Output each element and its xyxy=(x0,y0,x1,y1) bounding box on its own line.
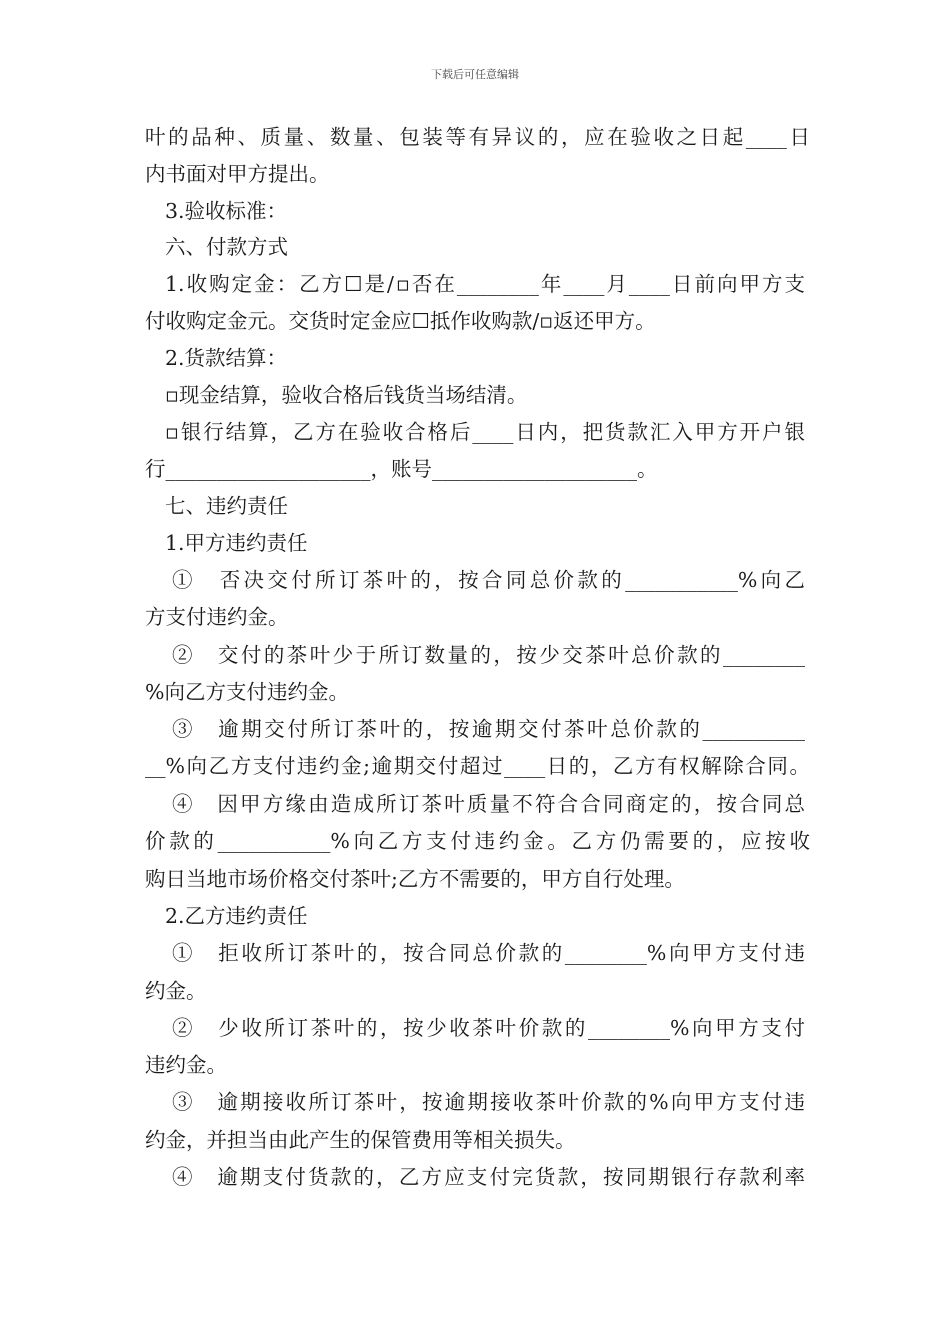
text-line: ▫银行结算，乙方在验收合格后____日内，把货款汇入甲方开户银 xyxy=(165,420,805,444)
text-line: 1.收购定金：乙方☐是/▫否在________年____月____日前向甲方支 xyxy=(165,272,805,296)
text-line: ① 拒收所订茶叶的，按合同总价款的________%向甲方支付违 xyxy=(172,941,805,965)
text-line: ② 交付的茶叶少于所订数量的，按少交茶叶总价款的________ xyxy=(172,643,805,667)
text-line: ① 否决交付所订茶叶的，按合同总价款的___________%向乙 xyxy=(172,568,805,592)
section-heading: 七、违约责任 xyxy=(165,494,288,518)
section-heading: 六、付款方式 xyxy=(165,235,288,259)
text-line: 购日当地市场价格交付茶叶;乙方不需要的，甲方自行处理。 xyxy=(145,867,685,891)
text-line: %向乙方支付违约金。 xyxy=(145,680,349,704)
text-line: 3.验收标准： xyxy=(165,199,288,223)
text-line: 约金。 xyxy=(145,979,207,1003)
text-line: 方支付违约金。 xyxy=(145,605,289,629)
text-line: 付收购定金元。交货时定金应☐抵作收购款/▫返还甲方。 xyxy=(145,309,656,333)
text-line: 约金，并担当由此产生的保管费用等相关损失。 xyxy=(145,1128,576,1152)
text-line: 违约金。 xyxy=(145,1053,227,1077)
subsection-heading: 1.甲方违约责任 xyxy=(165,531,308,555)
text-line: ▫现金结算，验收合格后钱货当场结清。 xyxy=(165,383,528,407)
page-header: 下载后可任意编辑 xyxy=(431,68,519,81)
text-line: ② 少收所订茶叶的，按少收茶叶价款的________%向甲方支付 xyxy=(172,1016,805,1040)
text-line: 2.货款结算： xyxy=(165,346,288,370)
text-line: 价款的___________%向乙方支付违约金。乙方仍需要的，应按收 xyxy=(145,829,810,853)
text-line: ③ 逾期接收所订茶叶，按逾期接收茶叶价款的%向甲方支付违 xyxy=(172,1090,805,1114)
text-line: 叶的品种、质量、数量、包装等有异议的，应在验收之日起____日 xyxy=(145,125,810,149)
text-line: 内书面对甲方提出。 xyxy=(145,162,330,186)
subsection-heading: 2.乙方违约责任 xyxy=(165,904,308,928)
text-line: __%向乙方支付违约金;逾期交付超过____日的，乙方有权解除合同。 xyxy=(145,754,810,778)
text-line: ④ 因甲方缘由造成所订茶叶质量不符合合同商定的，按合同总 xyxy=(172,792,805,816)
text-line: 行____________________，账号____________________。 xyxy=(145,457,658,481)
text-line: ③ 逾期交付所订茶叶的，按逾期交付茶叶总价款的__________ xyxy=(172,717,805,741)
text-line: ④ 逾期支付货款的，乙方应支付完货款，按同期银行存款利率 xyxy=(172,1165,805,1189)
